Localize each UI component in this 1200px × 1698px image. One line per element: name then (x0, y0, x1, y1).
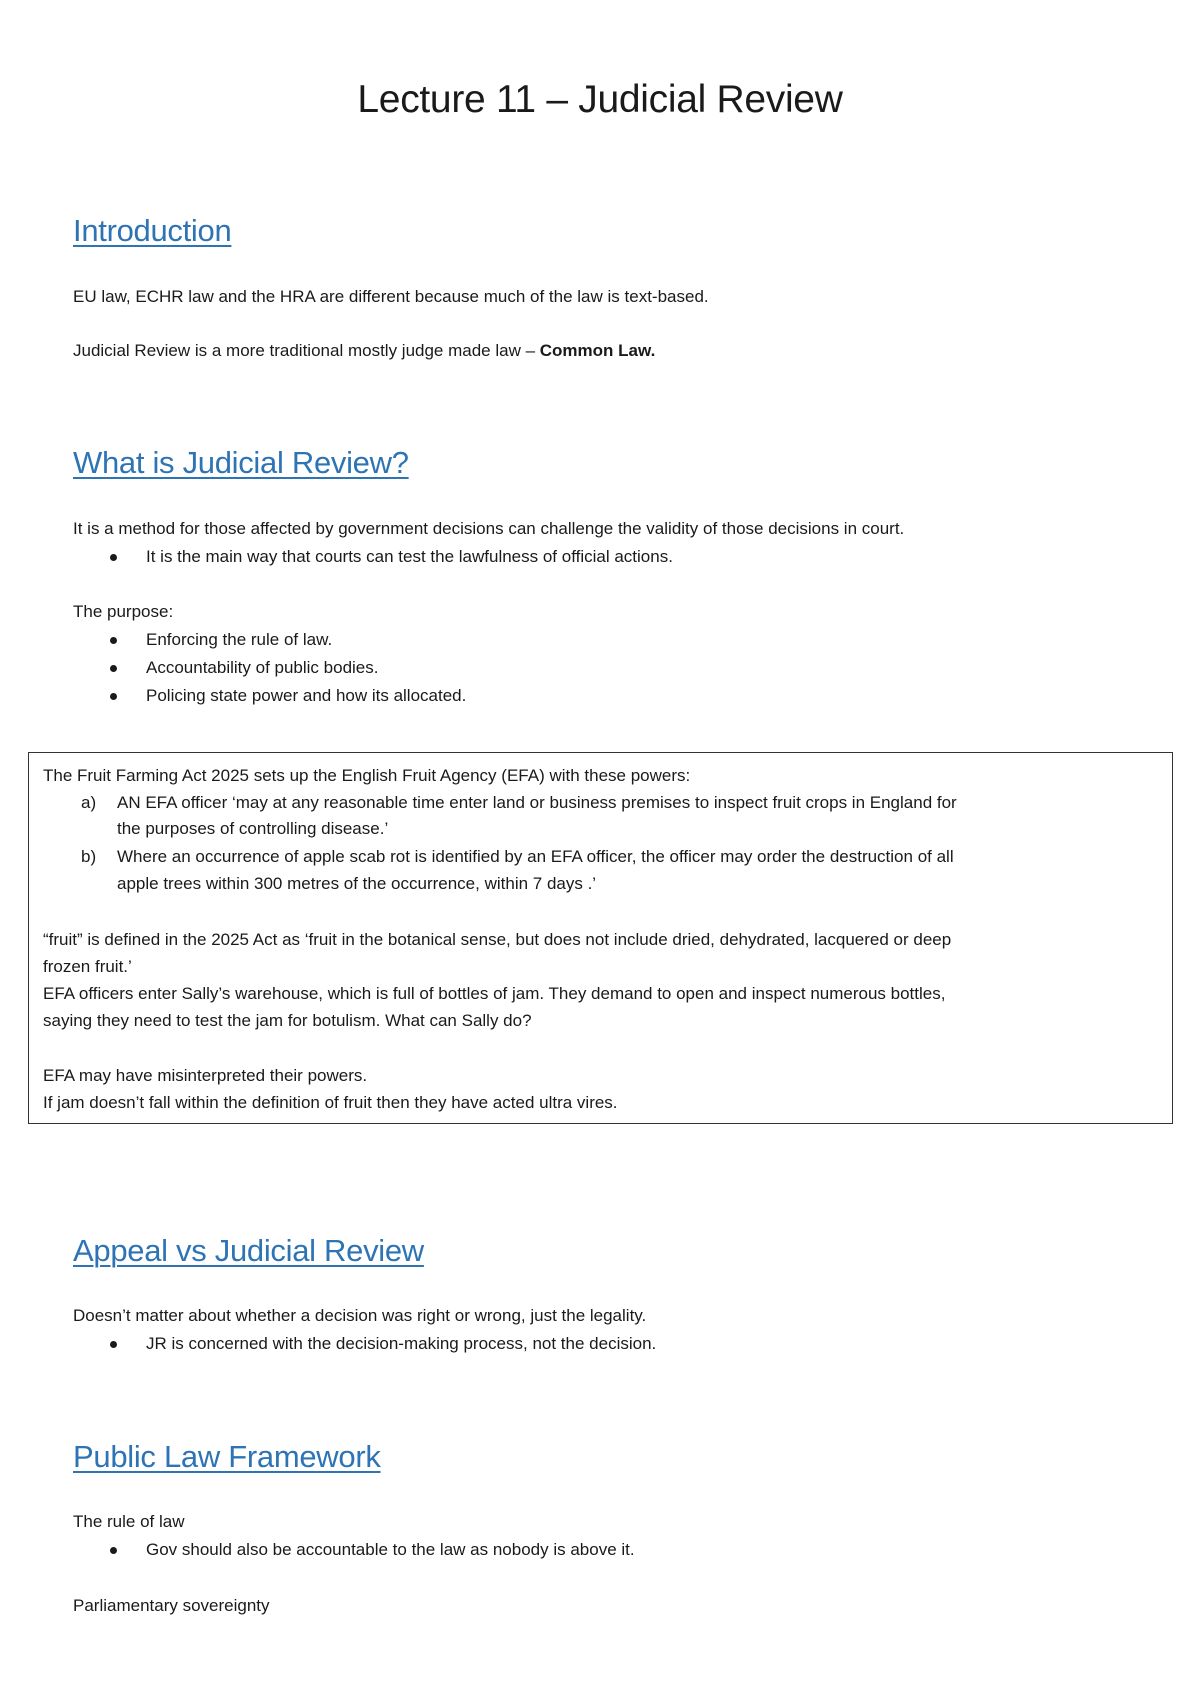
definition-line-1: “fruit” is defined in the 2025 Act as ‘fruit in the botanical sense, but does not include dried, dehydrated, lacquered or deep (43, 930, 952, 949)
intro-paragraph-1: EU law, ECHR law and the HRA are different because much of the law is text-based. (73, 287, 709, 306)
item-marker-a: a) (81, 793, 97, 812)
item-b-line-2: apple trees within 300 metres of the occurrence, within 7 days .’ (117, 874, 597, 893)
what-is-paragraph: It is a method for those affected by government decisions can challenge the validity of those decisions in court. (73, 519, 905, 538)
purpose-label: The purpose: (73, 602, 174, 621)
item-marker-b: b) (81, 847, 97, 866)
intro-paragraph-2-bold: Common Law. (539, 341, 656, 360)
bullet-icon (110, 693, 117, 700)
intro-paragraph-2-text: Judicial Review is a more traditional mostly judge made law – (73, 341, 540, 360)
answer-line-2: If jam doesn’t fall within the definition of fruit then they have acted ultra vires. (43, 1093, 618, 1112)
intro-paragraph-2 (73, 340, 655, 362)
sovereignty-label: Parliamentary sovereignty (73, 1596, 270, 1615)
bullet-icon (110, 637, 117, 644)
definition-line-2: frozen fruit.’ (43, 957, 132, 976)
item-a-line-1: AN EFA officer ‘may at any reasonable time enter land or business premises to inspect fruit crops in England for (117, 793, 957, 812)
page-title: Lecture 11 – Judicial Review (357, 78, 843, 121)
appeal-paragraph: Doesn’t matter about whether a decision was right or wrong, just the legality. (73, 1306, 647, 1325)
list-item-text: Accountability of public bodies. (146, 658, 379, 677)
list-item-text: Enforcing the rule of law. (146, 630, 333, 649)
heading-what-is-jr: What is Judicial Review? (73, 445, 409, 480)
item-a-line-2: the purposes of controlling disease.’ (117, 819, 389, 838)
list-item-text: Policing state power and how its allocated. (146, 686, 467, 705)
scenario-box (28, 752, 1173, 1124)
bullet-icon (110, 1547, 117, 1554)
rule-of-law-label: The rule of law (73, 1512, 185, 1531)
list-item-text: It is the main way that courts can test the lawfulness of official actions. (146, 547, 673, 566)
scenario-line-1: EFA officers enter Sally’s warehouse, which is full of bottles of jam. They demand to open and inspect numerous bottles, (43, 984, 946, 1003)
heading-appeal-vs-jr: Appeal vs Judicial Review (73, 1233, 424, 1268)
list-item-text: Gov should also be accountable to the law as nobody is above it. (146, 1540, 635, 1559)
bullet-icon (110, 665, 117, 672)
list-item-text: JR is concerned with the decision-making process, not the decision. (146, 1334, 657, 1353)
bullet-icon (110, 1341, 117, 1348)
heading-introduction: Introduction (73, 213, 232, 248)
item-b-line-1: Where an occurrence of apple scab rot is identified by an EFA officer, the officer may order the destruction of all (117, 847, 954, 866)
answer-line-1: EFA may have misinterpreted their powers. (43, 1066, 368, 1085)
heading-public-law-framework: Public Law Framework (73, 1439, 381, 1474)
scenario-line-2: saying they need to test the jam for botulism. What can Sally do? (43, 1011, 532, 1030)
bullet-icon (110, 554, 117, 561)
box-intro: The Fruit Farming Act 2025 sets up the English Fruit Agency (EFA) with these powers: (43, 766, 691, 785)
